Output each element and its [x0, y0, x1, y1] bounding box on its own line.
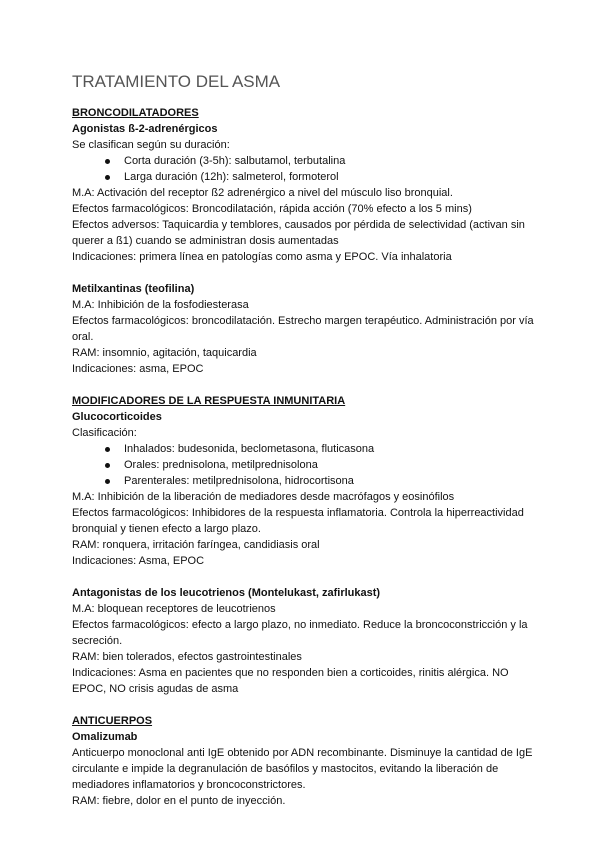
subsection-heading: Metilxantinas (teofilina) — [72, 283, 195, 295]
paragraph: Efectos farmacológicos: Inhibidores de la respuesta inflamatoria. Controla la hiperreactividad bronquial y tienen efecto a largo plazo. — [72, 507, 524, 535]
bullet-list — [72, 153, 534, 185]
list-item: Orales: prednisolona, metilprednisolona — [124, 457, 534, 473]
subsection-heading: Agonistas ß-2-adrenérgicos — [72, 123, 218, 135]
paragraph: Efectos farmacológicos: Broncodilatación, rápida acción (70% efecto a los 5 mins) — [72, 203, 472, 215]
section-heading: BRONCODILATADORES — [72, 107, 199, 119]
paragraph: M.A: Inhibición de la liberación de mediadores desde macrófagos y eosinófilos — [72, 491, 455, 503]
paragraph: Se clasifican según su duración: — [72, 139, 230, 151]
list-item: Corta duración (3-5h): salbutamol, terbutalina — [124, 153, 534, 169]
section — [72, 713, 534, 809]
paragraph: M.A: Activación del receptor ß2 adrenérgico a nivel del músculo liso bronquial. — [72, 187, 453, 199]
spacer — [72, 697, 534, 713]
list-item: Parenterales: metilprednisolona, hidrocortisona — [124, 473, 534, 489]
paragraph: Indicaciones: primera línea en patologías como asma y EPOC. Vía inhalatoria — [72, 251, 452, 263]
paragraph: M.A: Inhibición de la fosfodiesterasa — [72, 299, 249, 311]
bullet-list — [72, 441, 534, 489]
paragraph: RAM: fiebre, dolor en el punto de inyección. — [72, 795, 286, 807]
paragraph: RAM: bien tolerados, efectos gastrointestinales — [72, 651, 302, 663]
paragraph: M.A: bloquean receptores de leucotrienos — [72, 603, 276, 615]
subsection-heading: Glucocorticoides — [72, 411, 162, 423]
paragraph: RAM: insomnio, agitación, taquicardia — [72, 347, 257, 359]
section-heading: MODIFICADORES DE LA RESPUESTA INMUNITARIA — [72, 395, 346, 407]
spacer — [72, 377, 534, 393]
list-item: Larga duración (12h): salmeterol, formoterol — [124, 169, 534, 185]
section — [72, 105, 534, 377]
paragraph: Clasificación: — [72, 427, 137, 439]
document-title: TRATAMIENTO DEL ASMA — [72, 72, 281, 91]
subsection-heading: Antagonistas de los leucotrienos (Montelukast, zafirlukast) — [72, 587, 381, 599]
document-body — [72, 105, 534, 809]
list-item: Inhalados: budesonida, beclometasona, fluticasona — [124, 441, 534, 457]
paragraph: Indicaciones: Asma, EPOC — [72, 555, 205, 567]
paragraph: Anticuerpo monoclonal anti IgE obtenido por ADN recombinante. Disminuye la cantidad de IgE circulante e impide la degranulación de basófilos y mastocitos, evitando la liberación de mediadores inflamatorios y broncoconstrictores. — [72, 747, 533, 791]
document-page — [72, 72, 534, 809]
paragraph: Indicaciones: Asma en pacientes que no responden bien a corticoides, rinitis alérgica. NO EPOC, NO crisis agudas de asma — [72, 667, 509, 695]
paragraph: Efectos farmacológicos: efecto a largo plazo, no inmediato. Reduce la broncoconstricción y la secreción. — [72, 619, 528, 647]
paragraph: Efectos farmacológicos: broncodilatación. Estrecho margen terapéutico. Administración por vía oral. — [72, 315, 534, 343]
spacer — [72, 569, 534, 585]
section — [72, 393, 534, 697]
paragraph: Indicaciones: asma, EPOC — [72, 363, 204, 375]
subsection-heading: Omalizumab — [72, 731, 138, 743]
paragraph: Efectos adversos: Taquicardia y temblores, causados por pérdida de selectividad (activan sin querer a ß1) cuando se administran dosis aumentadas — [72, 219, 525, 247]
section-heading: ANTICUERPOS — [72, 715, 153, 727]
paragraph: RAM: ronquera, irritación faríngea, candidiasis oral — [72, 539, 320, 551]
spacer — [72, 265, 534, 281]
